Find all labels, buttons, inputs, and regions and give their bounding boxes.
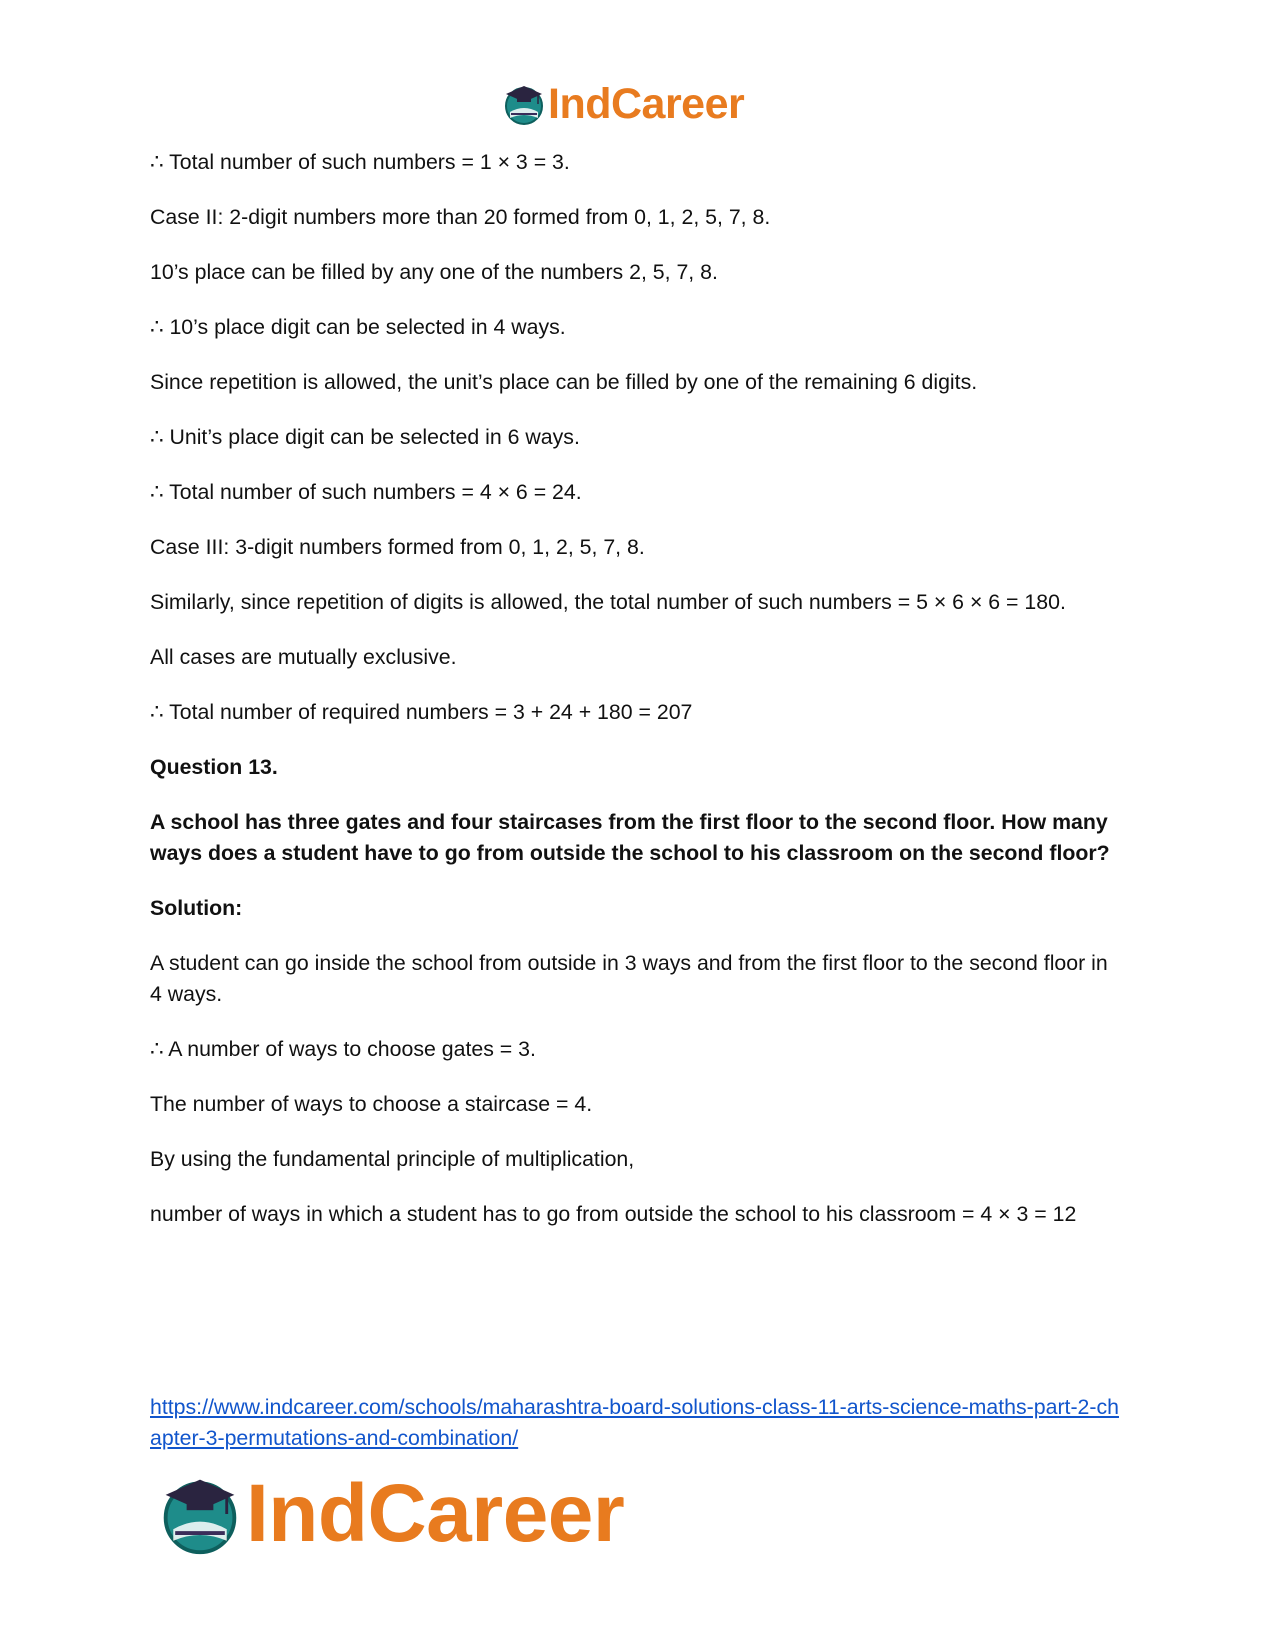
paragraph: Since repetition is allowed, the unit’s place can be filled by one of the remaining 6 digits. — [150, 370, 978, 394]
source-url-link[interactable]: https://www.indcareer.com/schools/maharashtra-board-solutions-class-11-arts-science-maths-part-2-chapter-3-permutations-and-combination/ — [150, 1395, 1119, 1450]
paragraph: Case III: 3-digit numbers formed from 0, 1, 2, 5, 7, 8. — [150, 535, 645, 559]
solution-heading: Solution: — [150, 896, 243, 920]
paragraph: A student can go inside the school from outside in 3 ways and from the first floor to the second floor in 4 ways. — [150, 951, 1108, 1006]
paragraph: The number of ways to choose a staircase = 4. — [150, 1092, 593, 1116]
paragraph: Similarly, since repetition of digits is allowed, the total number of such numbers = 5 × 6 × 6 = 180. — [150, 590, 1066, 614]
graduation-cap-globe-icon — [158, 1472, 242, 1556]
question-heading: Question 13. — [150, 755, 278, 779]
paragraph: ∴ 10’s place digit can be selected in 4 ways. — [150, 315, 566, 339]
logo-wordmark: IndCareer — [246, 1468, 625, 1559]
graduation-cap-globe-icon — [502, 82, 546, 126]
paragraph: 10’s place can be filled by any one of the numbers 2, 5, 7, 8. — [150, 260, 718, 284]
logo-wordmark: IndCareer — [548, 79, 745, 128]
paragraph: By using the fundamental principle of multiplication, — [150, 1147, 635, 1171]
paragraph: ∴ A number of ways to choose gates = 3. — [150, 1037, 536, 1061]
paragraph: All cases are mutually exclusive. — [150, 645, 457, 669]
paragraph: ∴ Total number of such numbers = 1 × 3 = 3. — [150, 150, 570, 174]
paragraph: ∴ Unit’s place digit can be selected in 6 ways. — [150, 425, 580, 449]
paragraph: Case II: 2-digit numbers more than 20 formed from 0, 1, 2, 5, 7, 8. — [150, 205, 771, 229]
paragraph: ∴ Total number of required numbers = 3 + 24 + 180 = 207 — [150, 700, 693, 724]
paragraph: ∴ Total number of such numbers = 4 × 6 = 24. — [150, 480, 582, 504]
indcareer-logo-top — [502, 78, 744, 130]
indcareer-logo-bottom — [158, 1468, 624, 1560]
document-body — [150, 147, 1125, 1254]
paragraph: number of ways in which a student has to go from outside the school to his classroom = 4 × 3 = 12 — [150, 1202, 1077, 1226]
question-text: A school has three gates and four staircases from the first floor to the second floor. How many ways does a student have to go from outside the school to his classroom on the second floor? — [150, 810, 1110, 865]
